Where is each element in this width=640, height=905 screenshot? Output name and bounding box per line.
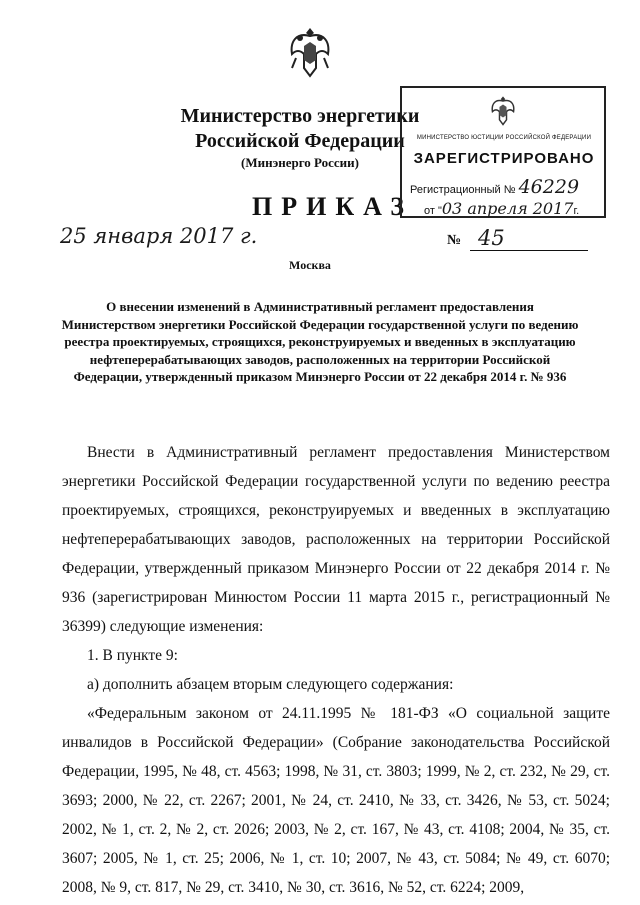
org-name: Министерство энергетики Российской Федерации [180,105,420,152]
city: Москва [289,258,331,272]
order-number: 45 [478,226,505,250]
stamp-date-line [424,199,579,218]
document-body [62,438,610,902]
org-short-name: (Минэнерго России) [241,155,359,170]
document-title: О внесении изменений в Административный регламент предоставления Министерством энергетики Российской Федерации государственной услуги по ведению реестра проектируемых, строящихся, реконструируемых и введенных в эксплуатацию нефтеперерабатывающих заводов, расположенных на территории Российской Федерации, утвержденный приказом Минэнерго России от 22 декабря 2014 г. № 936 [61,299,579,384]
stamp-status: ЗАРЕГИСТРИРОВАНО [413,150,595,167]
stamp-registration-line [410,176,579,198]
stamp-ministry: МИНИСТЕРСТВО ЮСТИЦИИ РОССИЙСКОЙ ФЕДЕРАЦИИ [416,135,592,141]
stamp-reg-number: 46229 [518,176,580,198]
emblem-icon [286,24,334,82]
stamp-date-prefix: от " [424,205,442,217]
number-underline [470,250,588,251]
number-label: № [447,233,462,248]
stamp-emblem-icon [488,94,518,128]
stamp-reg-label: Регистрационный № [410,184,516,196]
stamp-date-value: 03 апреля 2017 [441,199,574,218]
signing-date: 25 января 2017 г. [60,224,258,248]
body-paragraph: а) дополнить абзацем вторым следующего содержания: [87,676,454,693]
body-paragraph: Внести в Административный регламент предоставления Министерством энергетики Российской Федерации государственной услуги по ведению реестра проектируемых, строящихся, реконструируемых и введенных в эксплуатацию нефтеперерабатывающих заводов, расположенных на территории Российской Федерации, утвержденный приказом Минэнерго России от 22 декабря 2014 г. № 936 (зарегистрирован Минюстом России 11 марта 2015 г., регистрационный № 36399) следующие изменения: [62,444,610,635]
document-type: ПРИКАЗ [252,192,414,221]
registration-stamp [400,86,606,218]
body-paragraph: 1. В пункте 9: [87,647,178,664]
body-paragraph: «Федеральным законом от 24.11.1995 № 181-ФЗ «О социальной защите инвалидов в Российской Федерации» (Собрание законодательства Российской Федерации, 1995, № 48, ст. 4563; 1998, № 31, ст. 3803; 1999, № 2, ст. 232, № 29, ст. 3693; 2000, № 22, ст. 2267; 2001, № 24, ст. 2410, № 33, ст. 3426, № 53, ст. 5024; 2002, № 1, ст. 2, № 2, ст. 2026; 2003, № 2, ст. 167, № 43, ст. 4108; 2004, № 35, ст. 3607; 2005, № 1, ст. 25; 2006, № 1, ст. 10; 2007, № 43, ст. 5084; № 49, ст. 6070; 2008, № 9, ст. 817, № 29, ст. 3410, № 30, ст. 3616, № 52, ст. 6224; 2009, [62,705,610,896]
stamp-date-suffix: г. [573,205,580,217]
